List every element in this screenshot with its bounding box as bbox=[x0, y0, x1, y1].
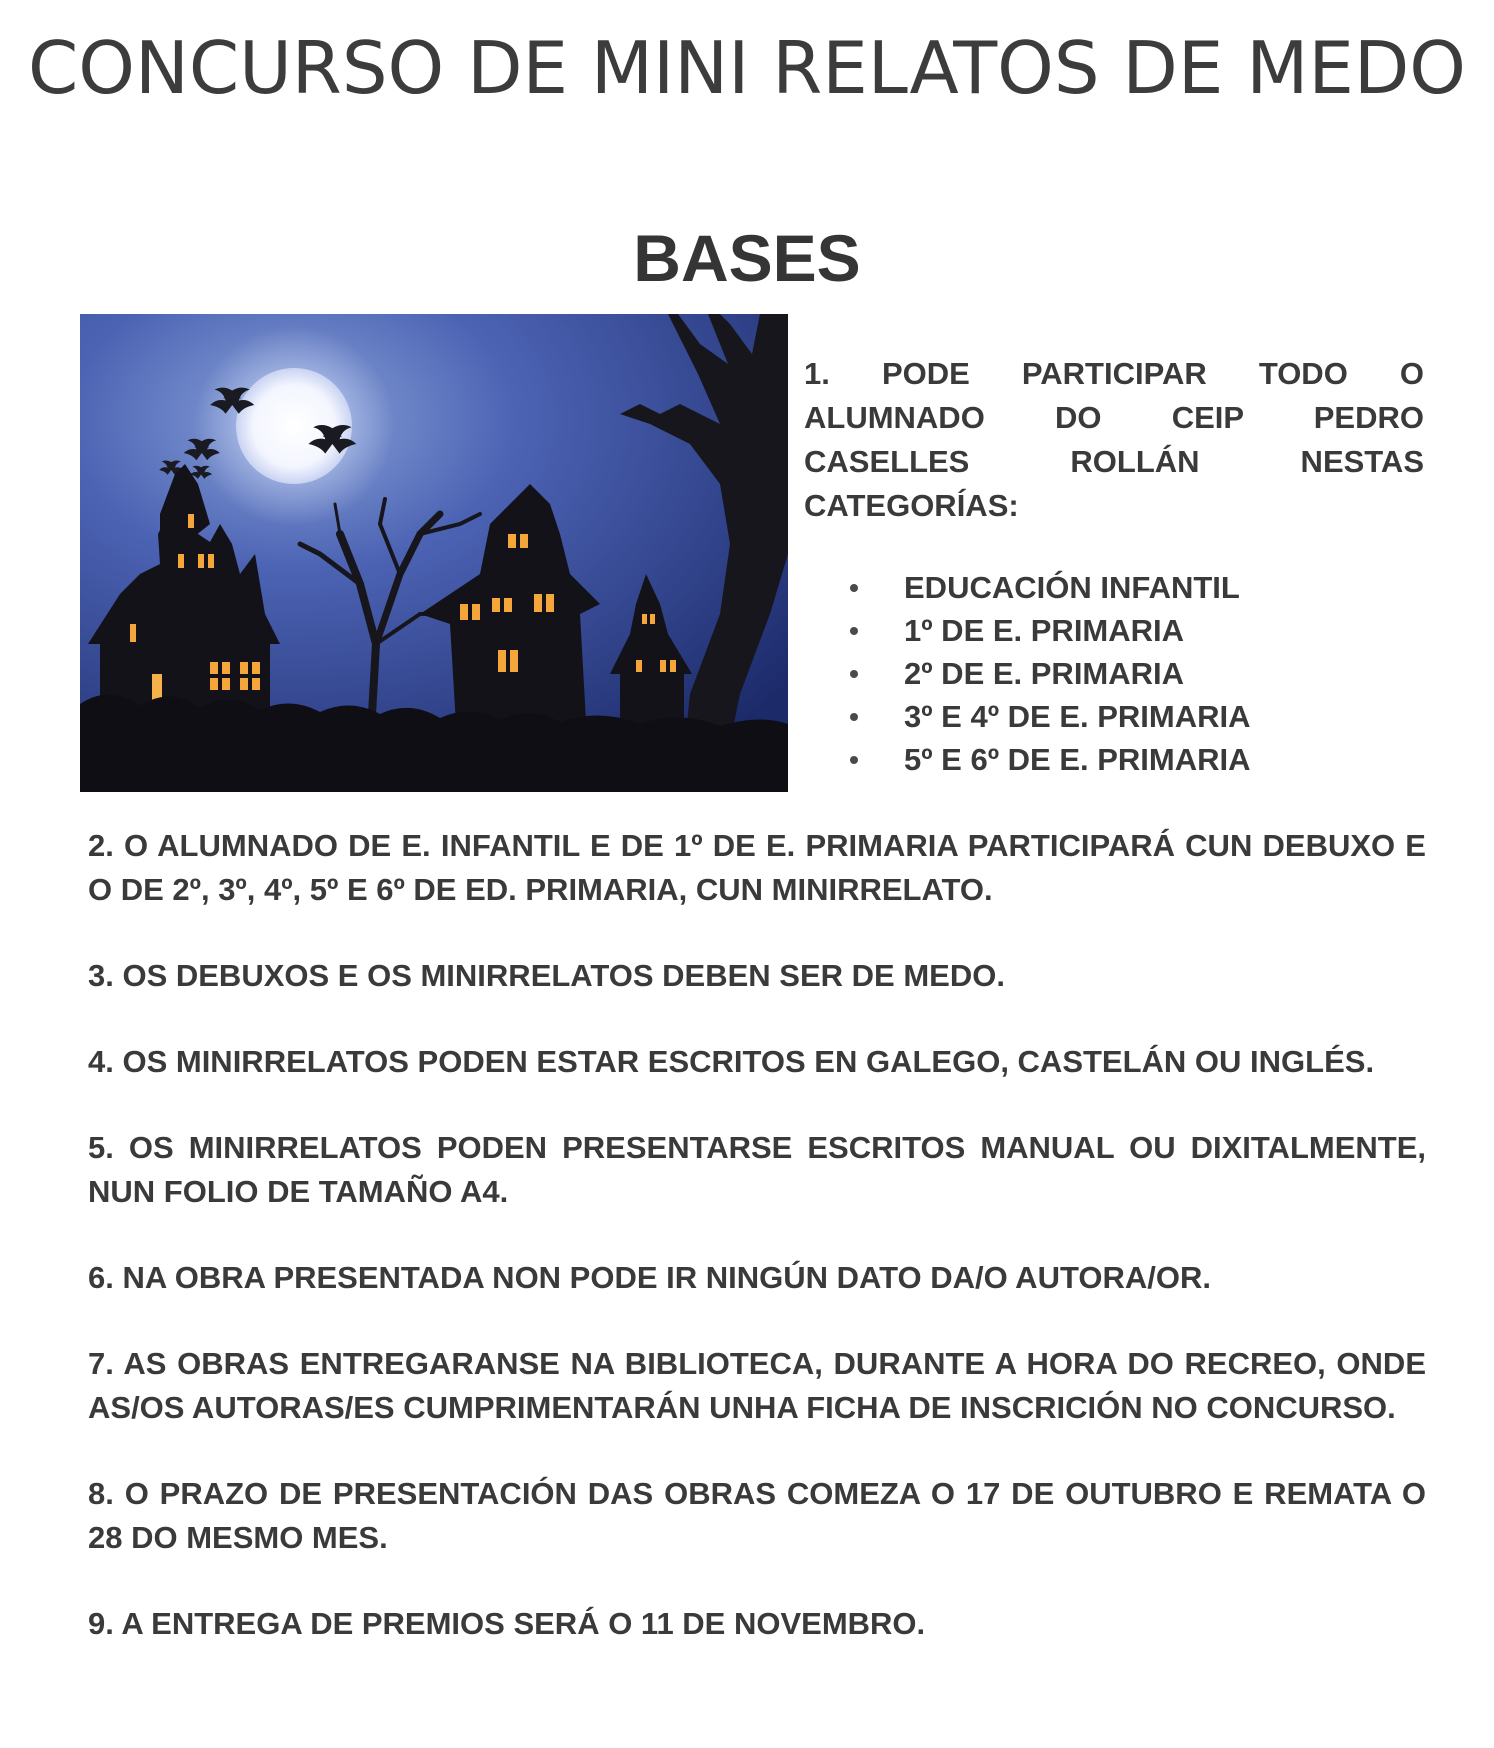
category-label: 5º E 6º DE E. PRIMARIA bbox=[904, 742, 1251, 777]
rule-2: 2. O ALUMNADO DE E. INFANTIL E DE 1º DE E. PRIMARIA PARTICIPARÁ CUN DEBUXO E O DE 2º, 3º, 4º, 5º E 6º DE ED. PRIMARIA, CUN MINIRRELATO. bbox=[88, 828, 1426, 907]
category-item bbox=[850, 738, 1251, 781]
rule-1-line: ALUMNADO DO CEIP PEDRO bbox=[804, 400, 1424, 435]
rule-1 bbox=[804, 352, 1424, 528]
bullet-icon bbox=[850, 756, 858, 764]
haunted-house-icon bbox=[80, 314, 788, 792]
rule-3: 3. OS DEBUXOS E OS MINIRRELATOS DEBEN SER DE MEDO. bbox=[88, 958, 1005, 993]
category-item bbox=[850, 609, 1251, 652]
category-label: EDUCACIÓN INFANTIL bbox=[904, 570, 1240, 605]
rules-list bbox=[88, 824, 1426, 1688]
rule-9: 9. A ENTREGA DE PREMIOS SERÁ O 11 DE NOVEMBRO. bbox=[88, 1606, 926, 1641]
rule-4: 4. OS MINIRRELATOS PODEN ESTAR ESCRITOS EN GALEGO, CASTELÁN OU INGLÉS. bbox=[88, 1044, 1375, 1079]
rule-5: 5. OS MINIRRELATOS PODEN PRESENTARSE ESCRITOS MANUAL OU DIXITALMENTE, NUN FOLIO DE TAMAÑO A4. bbox=[88, 1130, 1426, 1209]
category-label: 3º E 4º DE E. PRIMARIA bbox=[904, 699, 1251, 734]
rule-1-line: 1. PODE PARTICIPAR TODO O bbox=[804, 356, 1424, 391]
page-title: CONCURSO DE MINI RELATOS DE MEDO bbox=[28, 26, 1466, 110]
category-item bbox=[850, 652, 1251, 695]
bullet-icon bbox=[850, 713, 858, 721]
category-item bbox=[850, 695, 1251, 738]
rule-6: 6. NA OBRA PRESENTADA NON PODE IR NINGÚN DATO DA/O AUTORA/OR. bbox=[88, 1260, 1211, 1295]
category-label: 2º DE E. PRIMARIA bbox=[904, 656, 1185, 691]
page-subtitle: BASES bbox=[633, 221, 861, 295]
haunted-house-night-illustration bbox=[80, 314, 788, 792]
rule-8: 8. O PRAZO DE PRESENTACIÓN DAS OBRAS COMEZA O 17 DE OUTUBRO E REMATA O 28 DO MESMO MES. bbox=[88, 1476, 1426, 1555]
bullet-icon bbox=[850, 670, 858, 678]
bullet-icon bbox=[850, 627, 858, 635]
rule-7: 7. AS OBRAS ENTREGARANSE NA BIBLIOTECA, DURANTE A HORA DO RECREO, ONDE AS/OS AUTORAS/ES CUMPRIMENTARÁN UNHA FICHA DE INSCRICIÓN NO CONCURSO. bbox=[88, 1346, 1426, 1425]
category-label: 1º DE E. PRIMARIA bbox=[904, 613, 1185, 648]
category-list bbox=[850, 566, 1251, 781]
category-item bbox=[850, 566, 1251, 609]
rule-1-line: CASELLES ROLLÁN NESTAS bbox=[804, 444, 1424, 479]
rule-1-line: CATEGORÍAS: bbox=[804, 488, 1019, 523]
bullet-icon bbox=[850, 584, 858, 592]
